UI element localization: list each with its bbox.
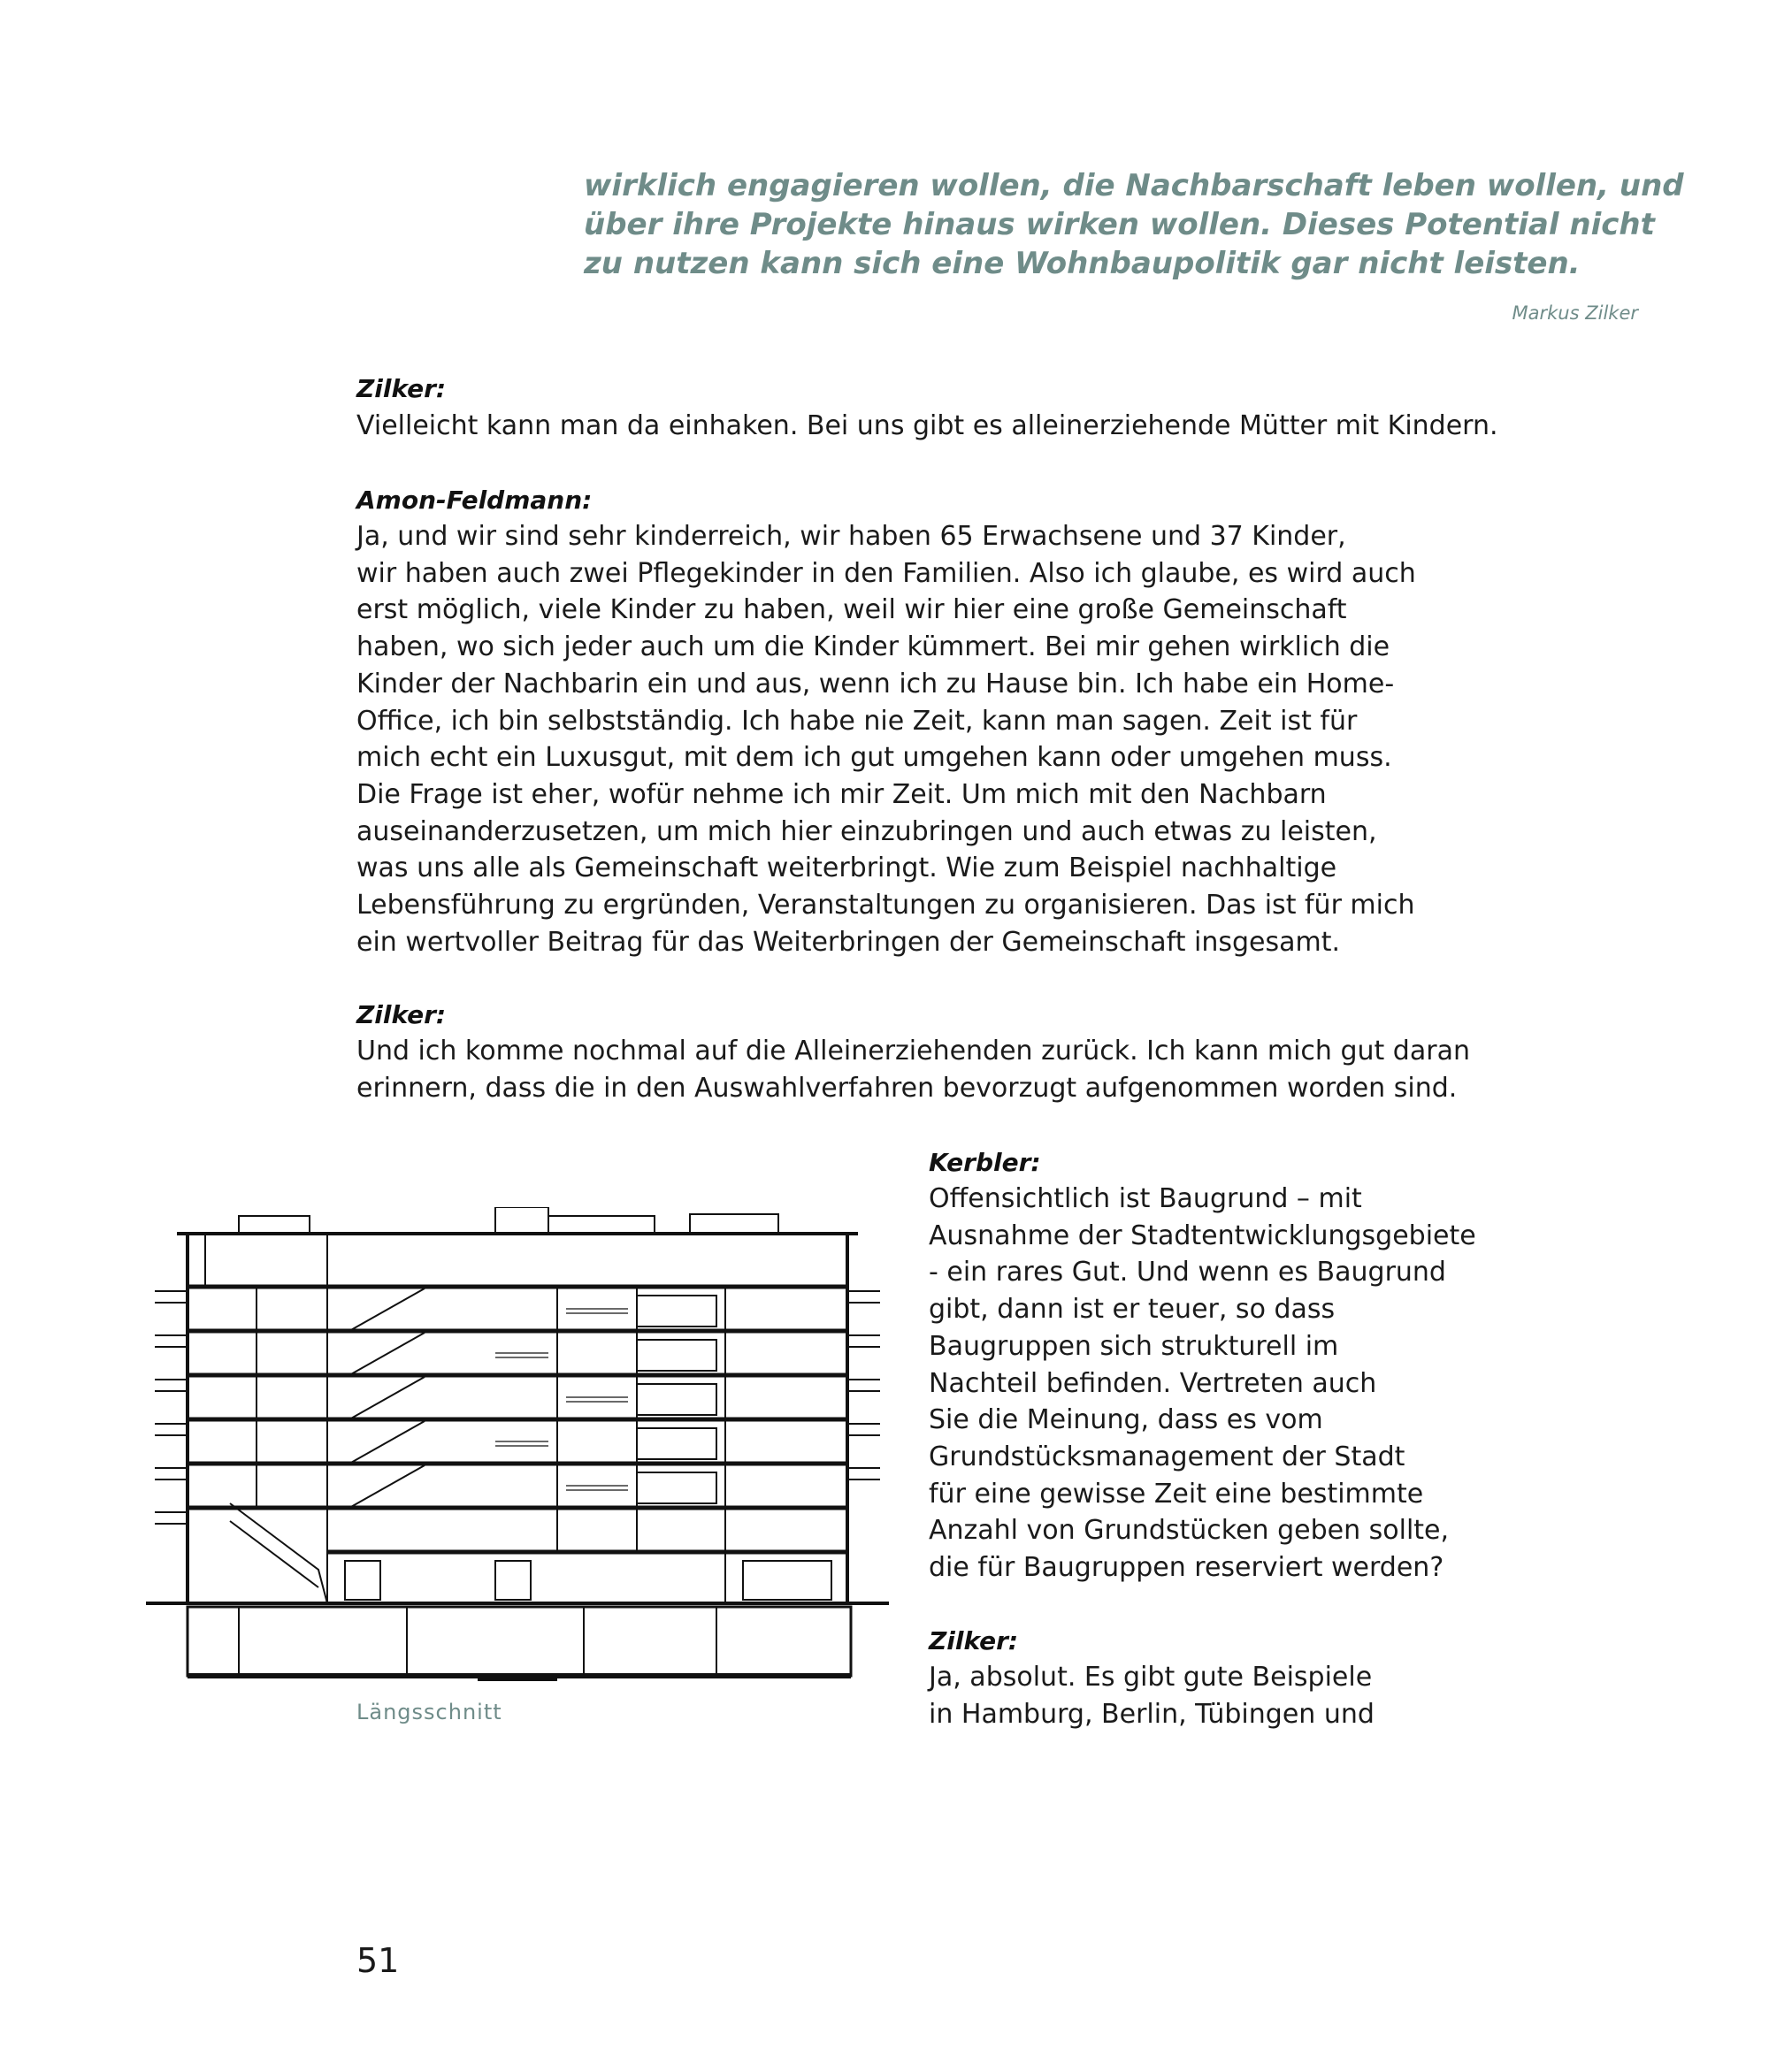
- pull-quote-line: über ihre Projekte hinaus wirken wollen. Dieses Potential nicht: [584, 207, 1655, 242]
- dialogue-text: [356, 1033, 1470, 1106]
- text-line: Nachteil befinden. Vertreten auch: [929, 1367, 1377, 1399]
- speaker-label: Zilker:: [356, 374, 447, 403]
- speaker-label: Kerbler:: [929, 1148, 1041, 1177]
- text-line: die für Baugruppen reserviert werden?: [929, 1552, 1444, 1584]
- dialogue-text: [356, 408, 1498, 445]
- text-line: Grundstücksmanagement der Stadt: [929, 1441, 1405, 1472]
- text-line: wir haben auch zwei Pflegekinder in den Familien. Also ich glaube, es wird auch: [356, 557, 1416, 589]
- text-line: Offensichtlich ist Baugrund – mit: [929, 1183, 1362, 1214]
- text-line: erinnern, dass die in den Auswahlverfahren bevorzugt aufgenommen worden sind.: [356, 1072, 1458, 1104]
- pull-quote: [584, 166, 1684, 283]
- text-line: Baugruppen sich strukturell im: [929, 1330, 1339, 1362]
- figure-caption: Längsschnitt: [356, 1700, 502, 1724]
- text-line: ein wertvoller Beitrag für das Weiterbringen der Gemeinschaft insgesamt.: [356, 926, 1341, 958]
- pull-quote-line: wirklich engagieren wollen, die Nachbarschaft leben wollen, und: [584, 168, 1684, 203]
- text-line: Sie die Meinung, dass es vom: [929, 1404, 1323, 1436]
- text-line: Die Frage ist eher, wofür nehme ich mir Zeit. Um mich mit den Nachbarn: [356, 778, 1327, 810]
- text-line: Ja, und wir sind sehr kinderreich, wir haben 65 Erwachsene und 37 Kinder,: [356, 521, 1346, 552]
- longitudinal-section-drawing: [142, 1207, 893, 1685]
- text-line: Lebensführung zu ergründen, Veranstaltungen zu organisieren. Das ist für mich: [356, 890, 1415, 921]
- speaker-label: Zilker:: [356, 1000, 447, 1029]
- dialogue-text: [929, 1659, 1375, 1732]
- dialogue-text: [929, 1181, 1476, 1586]
- text-line: für eine gewisse Zeit eine bestimmte: [929, 1478, 1424, 1510]
- text-line: erst möglich, viele Kinder zu haben, weil wir hier eine große Gemeinschaft: [356, 594, 1347, 626]
- section-svg: [142, 1207, 893, 1685]
- text-line: Vielleicht kann man da einhaken. Bei uns gibt es alleinerziehende Mütter mit Kindern.: [356, 410, 1498, 441]
- text-line: mich echt ein Luxusgut, mit dem ich gut umgehen kann oder umgehen muss.: [356, 742, 1392, 774]
- text-line: Ausnahme der Stadtentwicklungsgebiete: [929, 1219, 1476, 1251]
- pull-quote-line: zu nutzen kann sich eine Wohnbaupolitik gar nicht leisten.: [584, 246, 1581, 281]
- text-line: auseinanderzusetzen, um mich hier einzubringen und auch etwas zu leisten,: [356, 815, 1377, 847]
- text-line: Kinder der Nachbarin ein und aus, wenn ich zu Hause bin. Ich habe ein Home-: [356, 668, 1395, 700]
- text-line: - ein rares Gut. Und wenn es Baugrund: [929, 1257, 1446, 1288]
- text-line: gibt, dann ist er teuer, so dass: [929, 1294, 1336, 1326]
- page-number: 51: [356, 1941, 400, 1980]
- quote-author: Markus Zilker: [1512, 302, 1638, 324]
- text-line: Ja, absolut. Es gibt gute Beispiele: [929, 1662, 1373, 1693]
- text-line: Anzahl von Grundstücken geben sollte,: [929, 1515, 1450, 1547]
- dialogue-text: [356, 518, 1416, 960]
- text-line: Office, ich bin selbstständig. Ich habe nie Zeit, kann man sagen. Zeit ist für: [356, 705, 1358, 737]
- speaker-label: Zilker:: [929, 1626, 1019, 1655]
- text-line: was uns alle als Gemeinschaft weiterbringt. Wie zum Beispiel nachhaltige: [356, 853, 1337, 884]
- speaker-label: Amon-Feldmann:: [356, 486, 593, 515]
- text-line: Und ich komme nochmal auf die Alleinerziehenden zurück. Ich kann mich gut daran: [356, 1036, 1470, 1067]
- text-line: in Hamburg, Berlin, Tübingen und: [929, 1698, 1375, 1730]
- text-line: haben, wo sich jeder auch um die Kinder kümmert. Bei mir gehen wirklich die: [356, 631, 1390, 663]
